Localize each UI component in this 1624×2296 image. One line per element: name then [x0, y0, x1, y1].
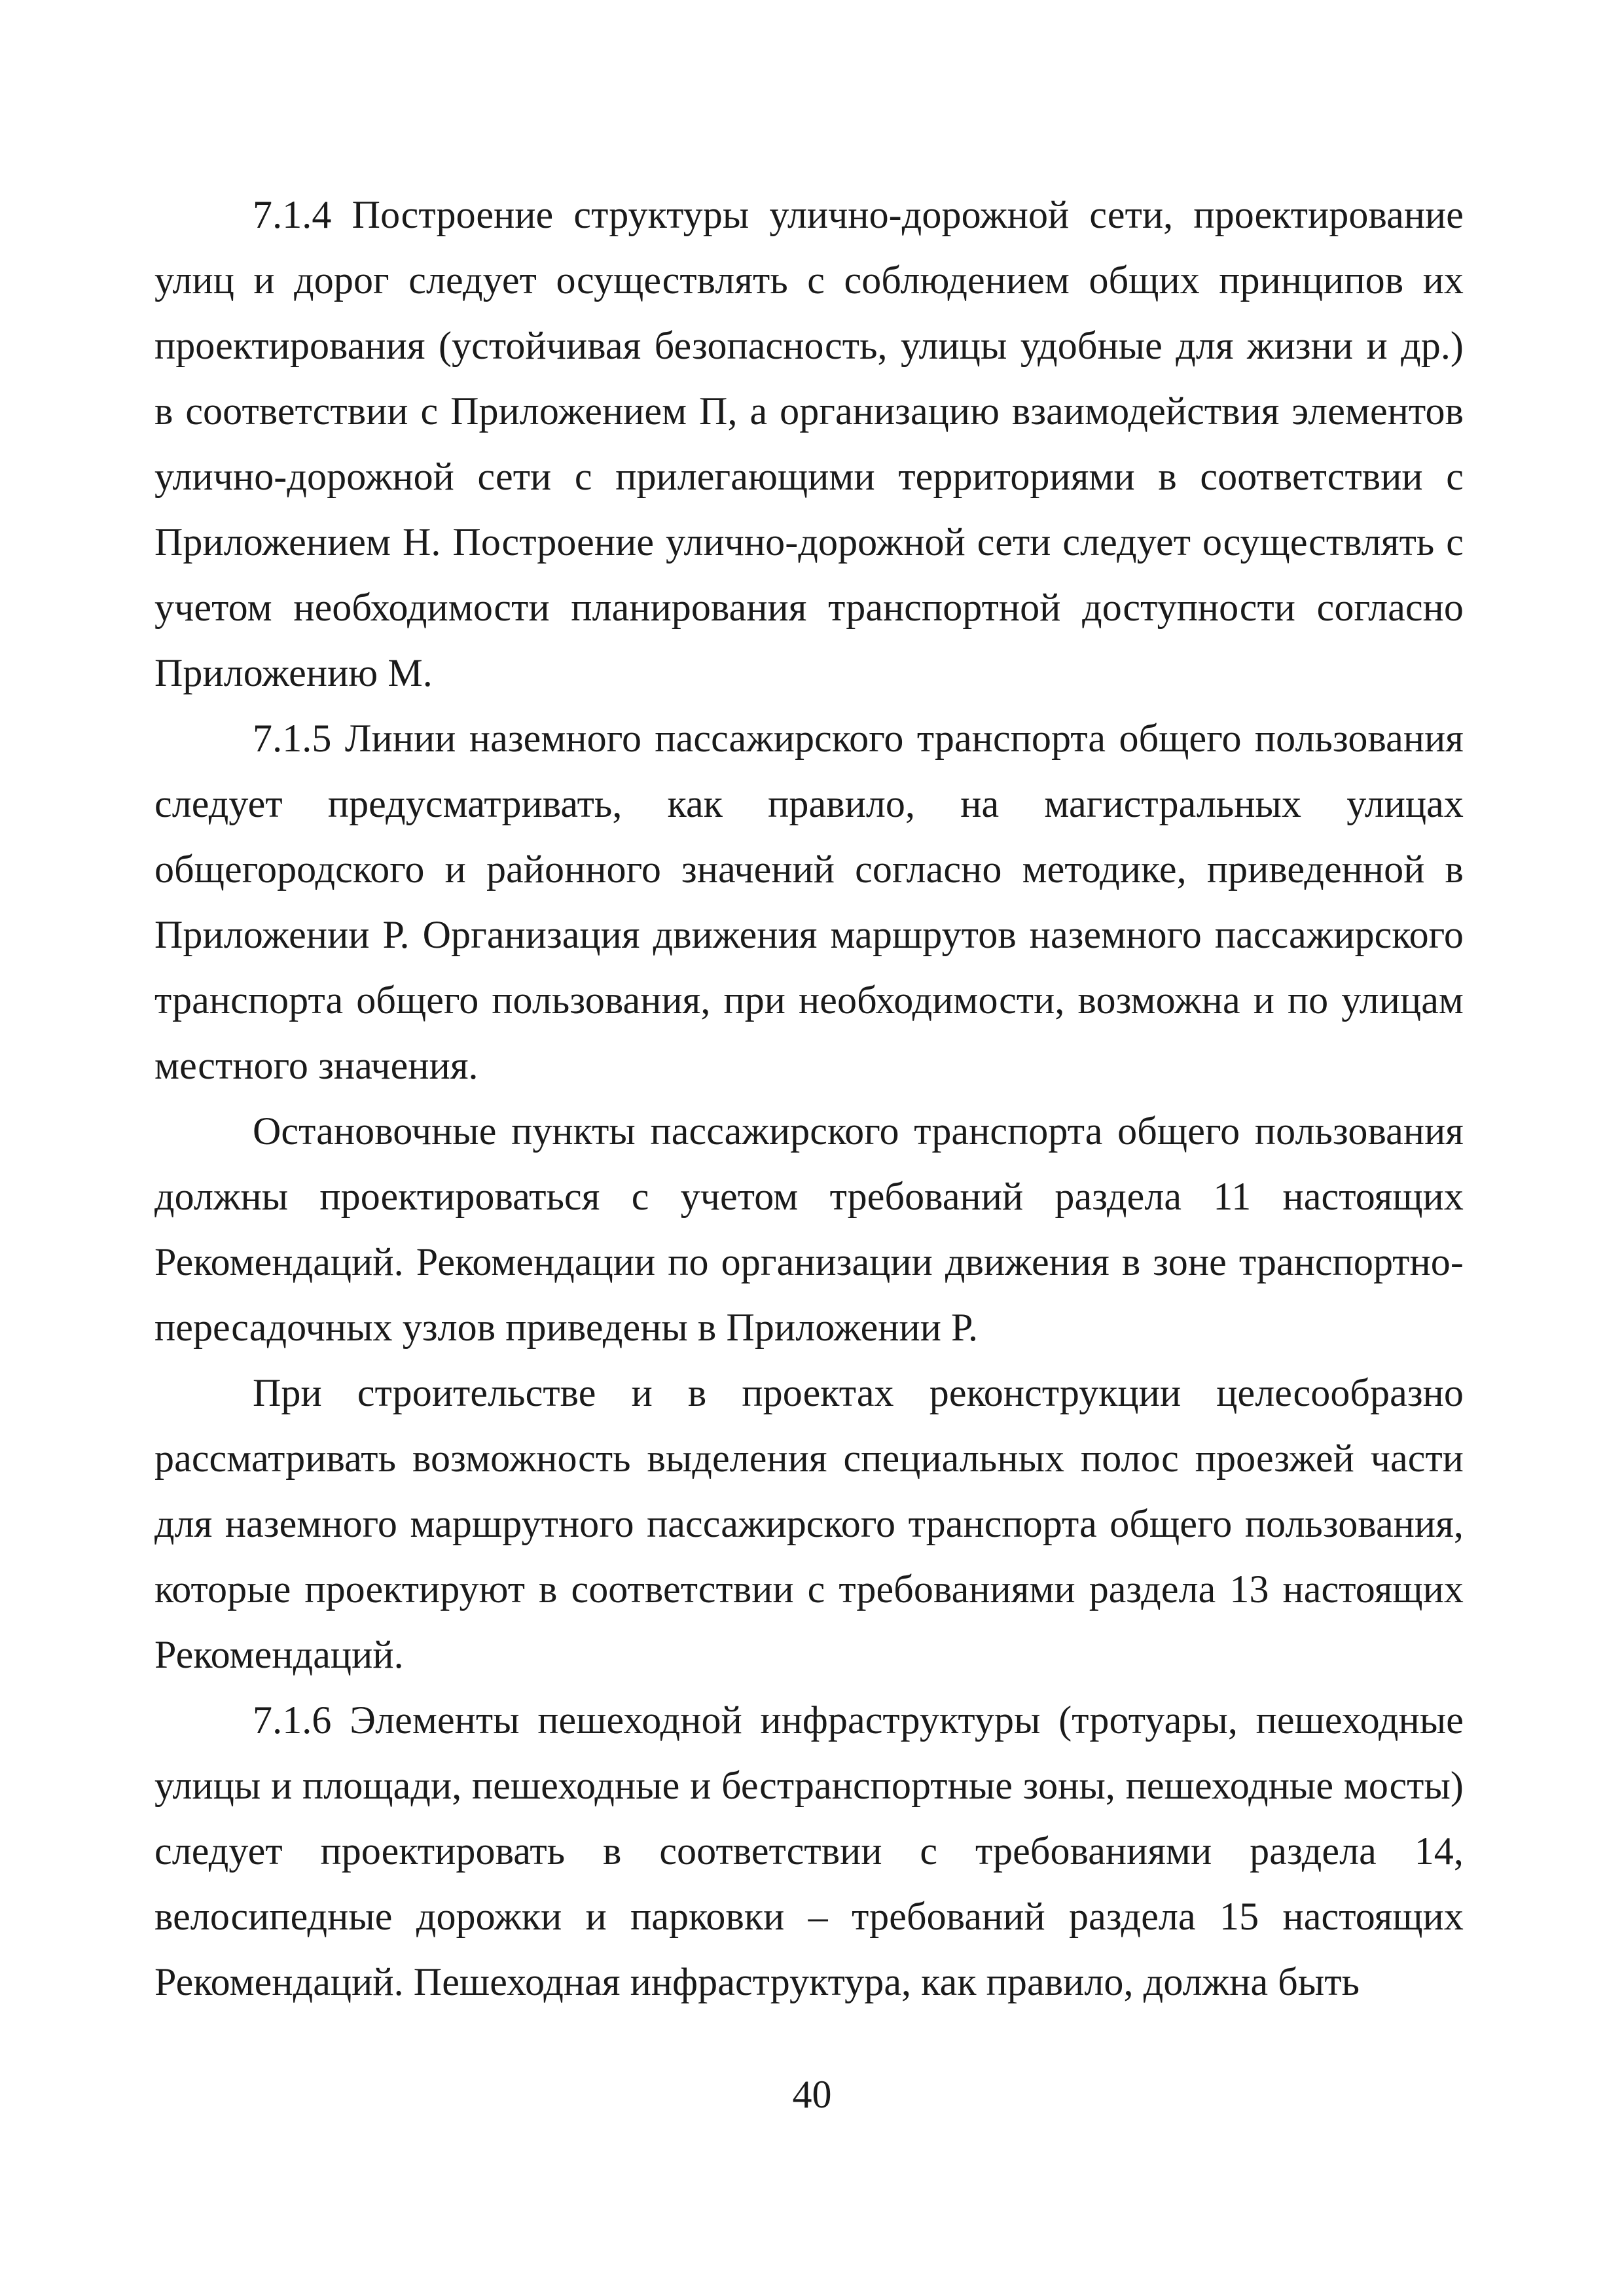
paragraph-7-1-4: 7.1.4 Построение структуры улично-дорожной сети, проектирование улиц и дорог следует осуществлять с соблюдением общих принципов их проектирования (устойчивая безопасность, улицы удобные для жизни и др.) в соответствии с Приложением П, а организацию взаимодействия элементов улично-дорожной сети с прилегающими территориями в соответствии с Приложением Н. Построение улично-дорожной сети следует осуществлять с учетом необходимости планирования транспортной доступности согласно Приложению М. — [154, 193, 1464, 694]
paragraph-7-1-5: 7.1.5 Линии наземного пассажирского транспорта общего пользования следует предусматривать, как правило, на магистральных улицах общегородского и районного значений согласно методике, приведенной в Приложении Р. Организация движения маршрутов наземного пассажирского транспорта общего пользования, при необходимости, возможна и по улицам местного значения. — [154, 717, 1464, 1087]
paragraph-7-1-6: 7.1.6 Элементы пешеходной инфраструктуры (тротуары, пешеходные улицы и площади, пешеходные и бестранспортные зоны, пешеходные мосты) следует проектировать в соответствии с требованиями раздела 14, велосипедные дорожки и парковки – требований раздела 15 настоящих Рекомендаций. Пешеходная инфраструктура, как правило, должна быть — [154, 1698, 1464, 2003]
paragraph-stop-points: Остановочные пункты пассажирского транспорта общего пользования должны проектироваться с учетом требований раздела 11 настоящих Рекомендаций. Рекомендации по организации движения в зоне транспортно-пересадочных узлов приведены в Приложении Р. — [154, 1109, 1464, 1349]
paragraph-dedicated-lanes: При строительстве и в проектах реконструкции целесообразно рассматривать возможность выделения специальных полос проезжей части для наземного маршрутного пассажирского транспорта общего пользования, которые проектируют в соответствии с требованиями раздела 13 настоящих Рекомендаций. — [154, 1371, 1464, 1676]
page-number: 40 — [792, 2073, 832, 2116]
page-body — [154, 182, 1464, 2015]
